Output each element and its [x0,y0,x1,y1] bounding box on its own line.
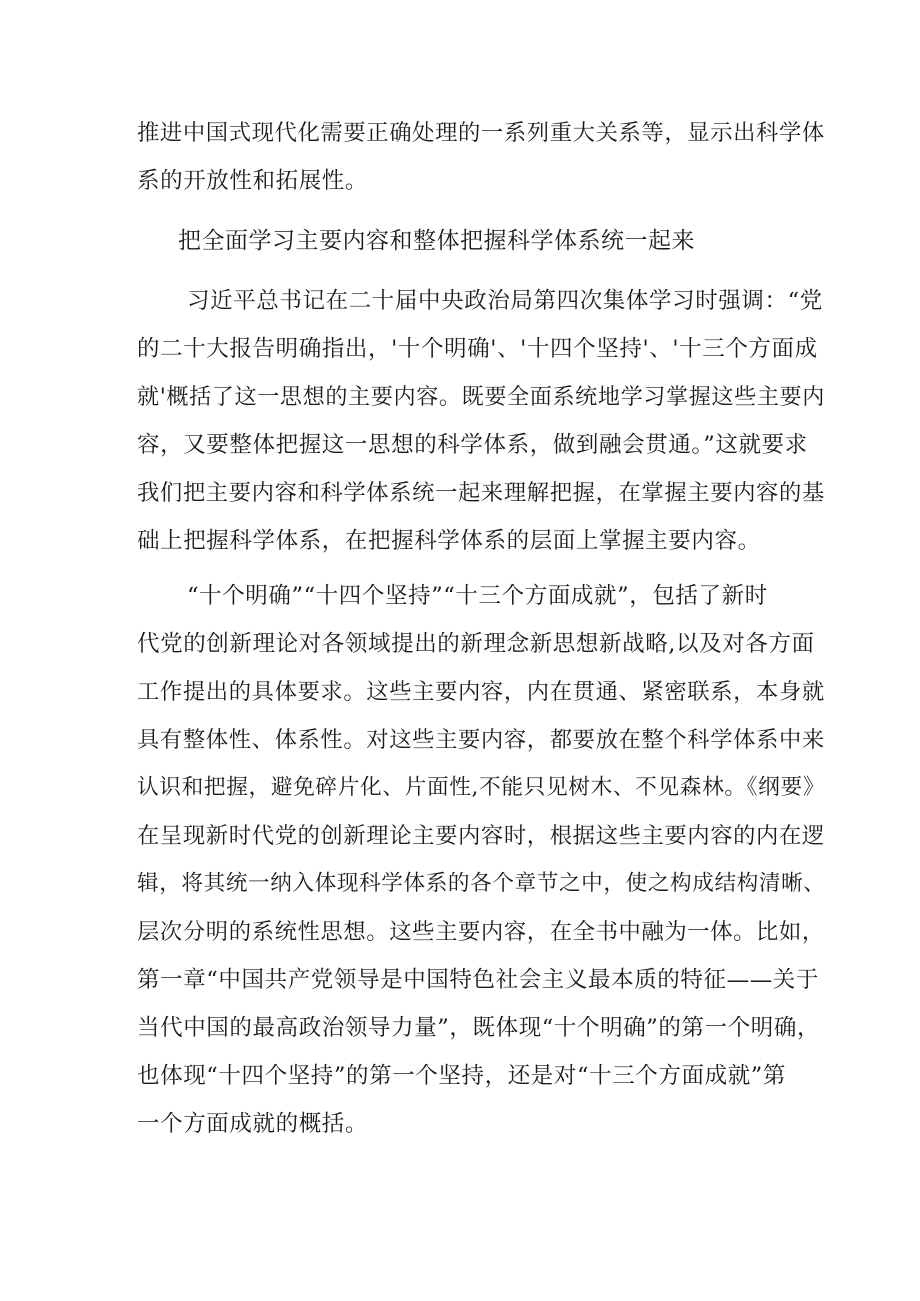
paragraph-line: “十个明确”“十四个坚持”“十三个方面成就”，包括了新时 [187,583,768,609]
paragraph-line: 层次分明的系统性思想。这些主要内容，在全书中融为一体。比如， [137,919,825,945]
paragraph-line: 在呈现新时代党的创新理论主要内容时，根据这些主要内容的内在逻 [137,823,825,849]
intro-line: 系的开放性和拓展性。 [137,168,369,194]
paragraph-line: 就'概括了这一思想的主要内容。既要全面系统地学习掌握这些主要内 [137,384,825,410]
paragraph-line: 我们把主要内容和科学体系统一起来理解把握，在掌握主要内容的基 [137,480,825,506]
paragraph-line: 第一章“中国共产党领导是中国特色社会主义最本质的特征——关于 [137,967,820,993]
paragraph-line: 础上把握科学体系，在把握科学体系的层面上掌握主要内容。 [137,528,761,554]
paragraph-line: 一个方面成就的概括。 [137,1111,369,1137]
paragraph-line: 具有整体性、体系性。对这些主要内容，都要放在整个科学体系中来 [137,727,825,753]
paragraph-line: 辑，将其统一纳入体现科学体系的各个章节之中，使之构成结构清晰、 [137,871,826,896]
paragraph-line: 的二十大报告明确指出，'十个明确'、'十四个坚持'、'十三个方面成 [137,336,818,362]
paragraph-line: 认识和把握，避免碎片化、片面性,不能只见树木、不见森林。《纲要》 [137,775,826,800]
paragraph-line: 当代中国的最高政治领导力量”，既体现“十个明确”的第一个明确， [137,1015,821,1041]
section-heading: 把全面学习主要内容和整体把握科学体系统一起来 [178,228,695,254]
intro-line: 推进中国式现代化需要正确处理的一系列重大关系等，显示出科学体 [137,120,825,146]
paragraph-line: 代党的创新理论对各领域提出的新理念新思想新战略,以及对各方面 [137,631,815,657]
paragraph-line: 也体现“十四个坚持”的第一个坚持，还是对“十三个方面成就”第 [137,1063,787,1089]
paragraph-line: 工作提出的具体要求。这些主要内容，内在贯通、紧密联系，本身就 [137,679,825,705]
paragraph-line: 容，又要整体把握这一思想的科学体系，做到融会贯通。”这就要求 [137,432,808,458]
paragraph-line: 习近平总书记在二十届中央政治局第四次集体学习时强调：“党 [187,288,823,314]
